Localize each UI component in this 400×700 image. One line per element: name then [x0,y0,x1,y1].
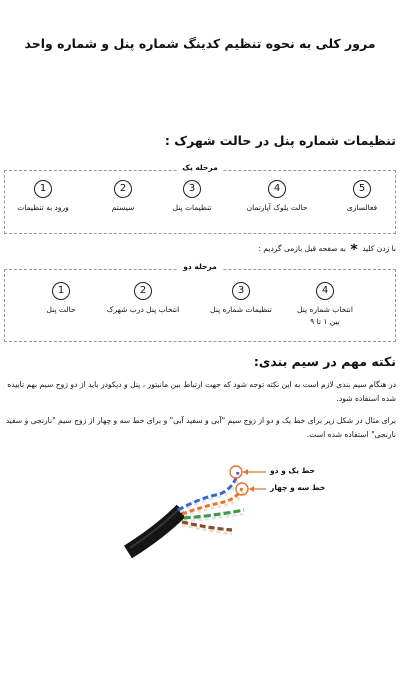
step-label: انتخاب پنل درب شهرک [106,305,180,314]
stage-one-label: مرحله یک [177,163,222,172]
stage-two-box [4,262,396,342]
step-label: سیستم [111,203,135,212]
stage-one-box [4,163,396,234]
stage2-step-3 [205,282,277,316]
stage-two-label: مرحله دو [178,262,221,271]
utp-cable-figure [120,458,326,570]
step-label: تنظیمات شماره پنل [210,305,272,314]
stage1-step-5 [343,180,381,214]
wiring-note-paragraph-2: برای مثال در شکل زیر برای خط یک و دو از زوج سیم "آبی و سفید آبی" و برای خط سه و چهار از زوج سیم "نارنجی و سفید نارنجی" استفاده شده است. [5,416,396,440]
panel-number-settings-heading: تنظیمات شماره پنل در حالت شهرک : [164,133,396,148]
step-number: 4 [268,180,286,198]
step-label: انتخاب شماره پنل [297,305,353,314]
back-key-note-after: به صفحه قبل بازمی گردیم : [258,244,347,253]
step-label: ورود به تنظیمات [17,203,69,212]
step-label: حالت پنل [46,305,76,314]
stage1-step-2 [103,180,143,214]
stage2-step-2 [98,282,188,316]
stage1-step-4 [242,180,312,214]
step-label: حالت بلوک آپارتمان [246,203,308,212]
step-number: 5 [353,180,371,198]
wiring-note-paragraph-1: در هنگام سیم بندی لازم است به این نکته توجه شود که جهت ارتباط بین مانیتور ، پنل و دیکودر باید از دو زوج سیم بهم تابیده شده استفاده شود. [7,380,396,404]
stage2-step-4 [291,282,359,327]
stage1-step-3 [165,180,219,214]
stage2-step-1 [39,282,83,316]
step-number: 2 [114,180,132,198]
back-key-note-before: با زدن کلید [362,244,396,253]
step-number: 2 [134,282,152,300]
page-title: مرور کلی به نحوه تنظیم کدینگ شماره پنل و شماره واحد [24,36,376,51]
back-key-note [259,242,396,258]
wiring-note-heading: نکته مهم در سیم بندی: [253,354,396,369]
star-key-icon: * [350,242,358,258]
step-number: 4 [316,282,334,300]
step-number: 1 [52,282,70,300]
stage1-step-1 [11,180,75,214]
step-label: فعالسازی [346,203,378,212]
step-label: تنظیمات پنل [172,203,212,212]
step-number: 1 [34,180,52,198]
step-number: 3 [232,282,250,300]
step-number: 3 [183,180,201,198]
step-sublabel: بین ۱ تا ۹ [310,316,340,326]
line-1-2-callout: خط یک و دو [270,466,315,475]
line-1-2-marker [230,466,242,478]
line-3-4-callout: خط سه و چهار [270,483,326,492]
